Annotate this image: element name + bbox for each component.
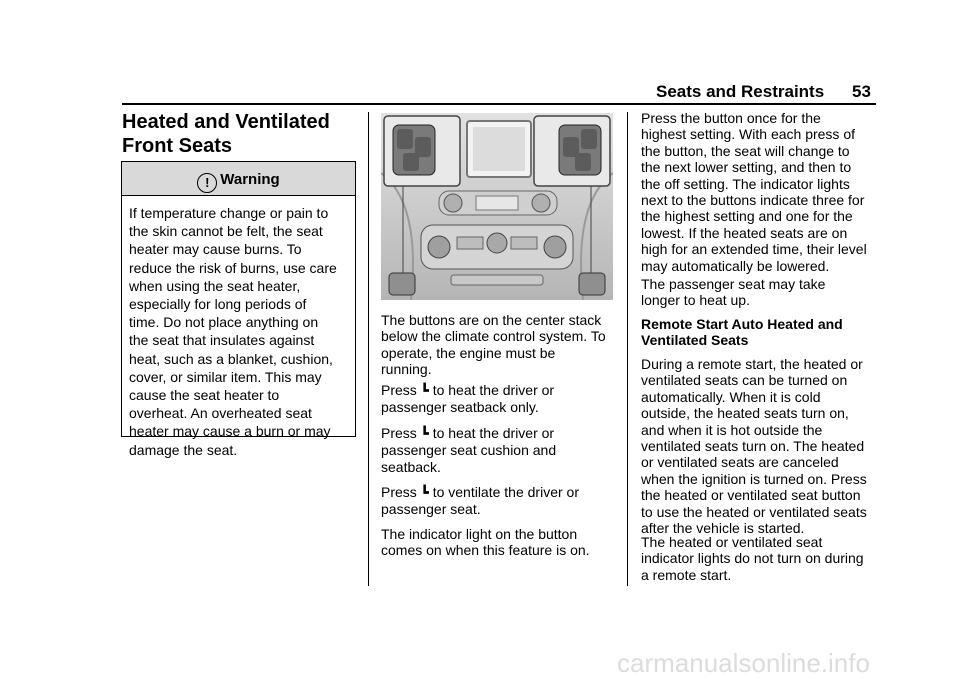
warning-line: when using the seat heater, [129, 277, 301, 294]
text-line: ventilated seats can be turned on [641, 372, 848, 389]
remote-start-paragraph [641, 356, 881, 536]
header-section-title: Seats and Restraints [656, 82, 825, 101]
intro-paragraph [381, 312, 621, 378]
section-heading [122, 110, 362, 158]
warning-line: heater may cause a burn or may [129, 423, 331, 440]
text-line: The buttons are on the center stack [381, 312, 602, 328]
text-post: to heat the driver or [432, 382, 555, 398]
press-once-paragraph [641, 110, 881, 274]
text-line: automatically. When it is cold [641, 388, 821, 405]
warning-line: the skin cannot be felt, the seat [129, 223, 323, 240]
warning-line: time. Do not place anything on [129, 314, 319, 331]
text-line: The heated or ventilated seat [641, 534, 823, 550]
text-line: the button, the seat will change to [641, 142, 850, 159]
cushion-heat-paragraph [381, 425, 621, 475]
section-heading-line2: Front Seats [122, 135, 233, 157]
warning-line: the seat that insulates against [129, 332, 315, 349]
indicator-paragraph [381, 526, 621, 559]
watermark: carmanualsonline.info [617, 648, 870, 678]
text-line: indicator lights do not turn on during [641, 550, 864, 567]
column-divider [627, 112, 628, 586]
text-line: and when it is hot outside the [641, 421, 823, 438]
text-post: to heat the driver or [432, 425, 555, 441]
column-divider [368, 112, 369, 586]
warning-line: If temperature change or pain to [129, 205, 329, 221]
text-line: below the climate control system. To [381, 328, 606, 345]
seat-vent-icon: ┗ [420, 485, 429, 500]
section-heading-line1: Heated and Ventilated [122, 111, 330, 133]
text-line: operate, the engine must be [381, 344, 556, 361]
warning-line: damage the seat. [129, 441, 238, 458]
text-line: passenger seatback only. [381, 399, 539, 416]
text-line: passenger seat. [381, 501, 481, 518]
page-number: 53 [852, 82, 871, 101]
text-line: Press the button once for the [641, 110, 821, 126]
warning-line: reduce the risk of burns, use care [129, 259, 337, 276]
warning-line: cover, or similar item. This may [129, 368, 322, 385]
text-line: highest setting. With each press of [641, 126, 855, 143]
text-line: The indicator light on the button [381, 526, 578, 542]
text-line: the off setting. The indicator lights [641, 175, 850, 192]
text-line: may automatically be lowered. [641, 257, 830, 274]
text-line: when the ignition is turned on. Press [641, 470, 867, 487]
warning-text [129, 204, 353, 459]
text-line: the heated or ventilated seat button [641, 487, 861, 504]
text-line: passenger seat cushion and [381, 442, 557, 459]
vent-paragraph [381, 484, 621, 518]
warning-line: heat, such as a blanket, cushion, [129, 350, 333, 367]
text-line: running. [381, 361, 432, 378]
remote-start-subheading [641, 316, 881, 349]
text-pre: Press [381, 484, 417, 500]
warning-header [122, 162, 355, 196]
seatback-heat-paragraph [381, 382, 621, 416]
warning-line: heater may cause burns. To [129, 241, 302, 258]
text-pre: Press [381, 425, 417, 441]
header-rule [122, 103, 876, 105]
text-post: to ventilate the driver or [432, 484, 579, 500]
text-line: Remote Start Auto Heated and [641, 316, 843, 332]
warning-line: overheat. An overheated seat [129, 405, 312, 422]
center-stack-photo [381, 113, 613, 300]
text-line: high for an extended time, their level [641, 241, 867, 258]
text-line: lowest. If the heated seats are on [641, 224, 848, 241]
text-pre: Press [381, 382, 417, 398]
text-line: after the vehicle is started. [641, 520, 805, 537]
text-line: ventilated seats turn on. The heated [641, 438, 865, 455]
warning-icon: ! [197, 173, 217, 193]
text-line: seatback. [381, 458, 441, 475]
passenger-paragraph [641, 276, 881, 309]
text-line: During a remote start, the heated or [641, 356, 863, 372]
text-line: next to the buttons indicate three for [641, 192, 865, 209]
indicator-lights-paragraph [641, 534, 881, 583]
text-line: The passenger seat may take [641, 276, 826, 292]
text-line: longer to heat up. [641, 292, 750, 309]
text-line: Ventilated Seats [641, 332, 749, 349]
text-line: the highest setting and one for the [641, 208, 853, 225]
text-line: the next lower setting, and then to [641, 159, 852, 176]
text-line: comes on when this feature is on. [381, 542, 590, 559]
text-line: to use the heated or ventilated seats [641, 503, 867, 520]
text-line: outside, the heated seats turn on, [641, 405, 849, 422]
text-line: a remote start. [641, 566, 732, 583]
warning-line: especially for long periods of [129, 296, 307, 313]
text-line: or ventilated seats are canceled [641, 454, 839, 471]
seatback-heat-icon: ┗ [420, 383, 429, 398]
seat-cushion-heat-icon: ┗ [420, 426, 429, 441]
warning-label: Warning [220, 171, 280, 188]
warning-line: cause the seat heater to [129, 387, 280, 404]
warning-box [121, 161, 356, 458]
